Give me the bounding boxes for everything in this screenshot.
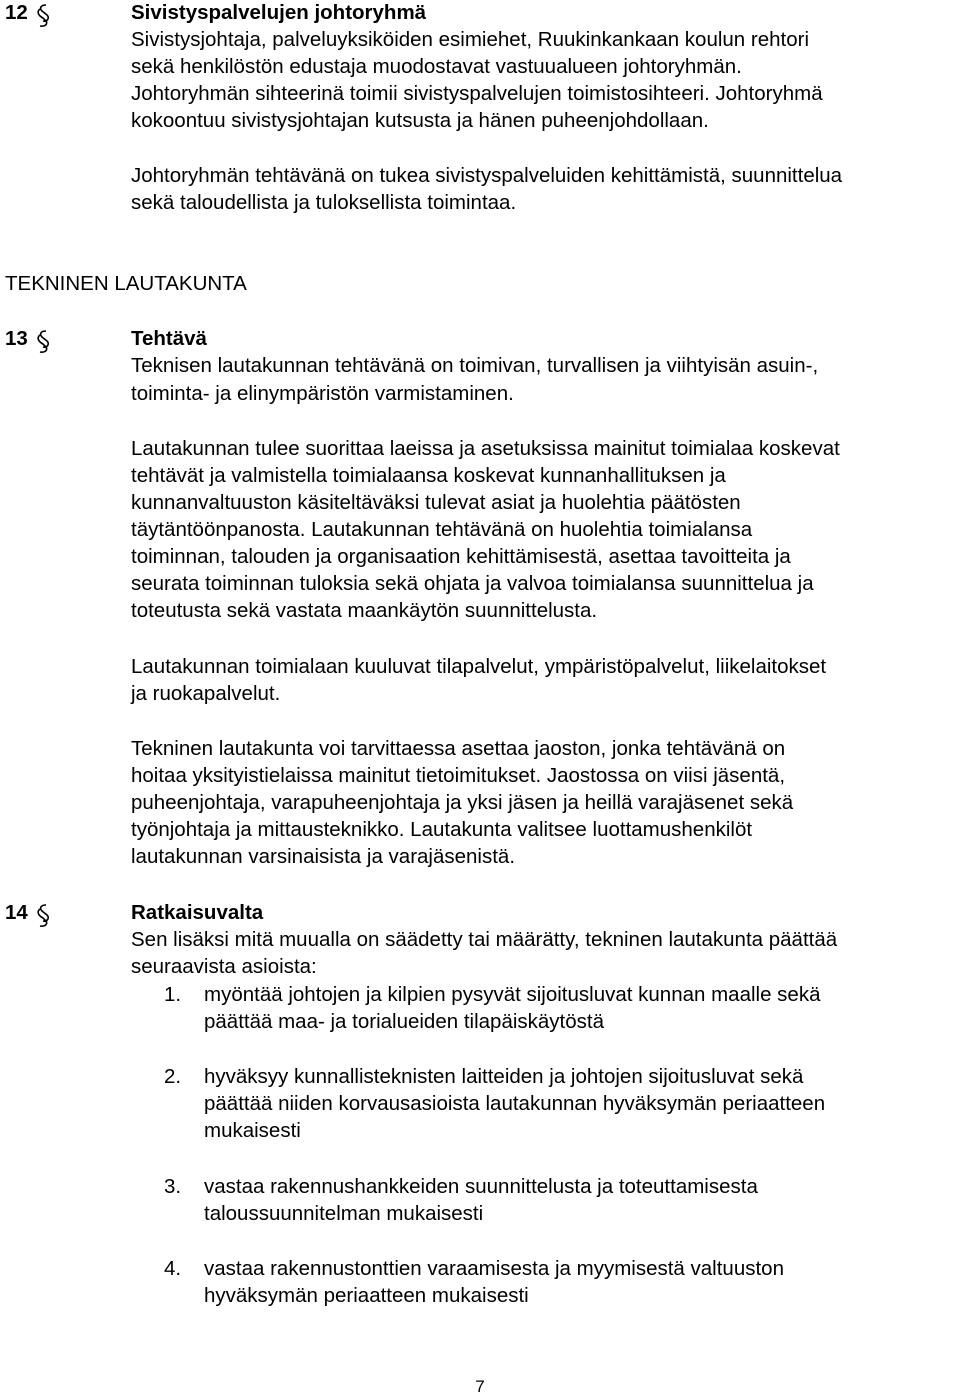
section-13-text-line: täytäntöönpanosta. Lautakunnan tehtävänä on huolehtia toimialansa (131, 518, 753, 541)
list-item-text: vastaa rakennushankkeiden suunnittelusta ja toteuttamisesta (204, 1175, 758, 1198)
list-item-text: vastaa rakennustonttien varaamisesta ja myymisestä valtuuston (204, 1257, 784, 1280)
list-item-text: hyväksymän periaatteen mukaisesti (204, 1284, 529, 1307)
list-item-text: taloussuunnitelman mukaisesti (204, 1202, 484, 1225)
section-13-text-line: seurata toiminnan tuloksia sekä ohjata ja valvoa toimialansa suunnittelua ja (131, 572, 814, 595)
section-14-title: Ratkaisuvalta (131, 901, 264, 924)
section-12-text-line: sekä henkilöstön edustaja muodostavat vastuualueen johtoryhmän. (131, 55, 742, 78)
list-item-text: mukaisesti (204, 1119, 301, 1142)
list-item-text: päättää niiden korvausasioista lautakunnan hyväksymän periaatteen (204, 1092, 826, 1115)
section-13-number: 13 (5, 327, 28, 350)
section-13-text-line: ja ruokapalvelut. (131, 682, 281, 705)
list-item-text: hyväksyy kunnallisteknisten laitteiden ja johtojen sijoitusluvat sekä (204, 1065, 804, 1088)
page-number: 7 (475, 1377, 485, 1396)
list-item-text: päättää maa- ja torialueiden tilapäiskäytöstä (204, 1010, 604, 1033)
section-13-title: Tehtävä (131, 327, 207, 350)
section-sign-icon (33, 2, 53, 29)
list-item-number: 4. (164, 1257, 182, 1280)
section-12-text-line: kokoontuu sivistysjohtajan kutsusta ja hänen puheenjohdollaan. (131, 109, 709, 132)
section-12-text-line: Johtoryhmän sihteerinä toimii sivistyspalvelujen toimistosihteeri. Johtoryhmä (131, 82, 823, 105)
list-item-number: 1. (164, 983, 182, 1006)
list-item-number: 2. (164, 1065, 182, 1088)
section-14-number: 14 (5, 901, 28, 924)
section-12-text-line: sekä taloudellista ja tuloksellista toimintaa. (131, 191, 517, 214)
section-13-text-line: työnjohtaja ja mittausteknikko. Lautakunta valitsee luottamushenkilöt (131, 818, 753, 841)
section-12-text-line: Johtoryhmän tehtävänä on tukea sivistyspalveluiden kehittämistä, suunnittelua (131, 164, 843, 187)
list-item-number: 3. (164, 1175, 182, 1198)
section-13-text-line: toteutusta sekä vastata maankäytön suunnittelusta. (131, 599, 598, 622)
section-12-title: Sivistyspalvelujen johtoryhmä (131, 1, 427, 24)
section-13-text-line: tehtävät ja valmistella toimialaansa koskevat kunnanhallituksen ja (131, 464, 726, 487)
section-14-text-line: seuraavista asioista: (131, 955, 317, 978)
heading-tekninen-lautakunta: TEKNINEN LAUTAKUNTA (5, 272, 247, 295)
section-13-text-line: hoitaa yksityistielaissa mainitut tietoimitukset. Jaostossa on viisi jäsentä, (131, 764, 786, 787)
section-13-text-line: puheenjohtaja, varapuheenjohtaja ja yksi jäsen ja heillä varajäsenet sekä (131, 791, 794, 814)
section-13-text-line: Tekninen lautakunta voi tarvittaessa asettaa jaoston, jonka tehtävänä on (131, 737, 786, 760)
section-13-text-line: Lautakunnan toimialaan kuuluvat tilapalvelut, ympäristöpalvelut, liikelaitokset (131, 655, 827, 678)
section-sign-icon (33, 328, 53, 355)
section-12-number: 12 (5, 1, 28, 24)
section-12-text-line: Sivistysjohtaja, palveluyksiköiden esimiehet, Ruukinkankaan koulun rehtori (131, 28, 810, 51)
section-13-text-line: lautakunnan varsinaisista ja varajäsenistä. (131, 845, 516, 868)
section-sign-icon (33, 902, 53, 929)
section-13-text-line: toiminta- ja elinympäristön varmistaminen. (131, 382, 514, 405)
section-14-text-line: Sen lisäksi mitä muualla on säädetty tai määrätty, tekninen lautakunta päättää (131, 928, 838, 951)
section-13-text-line: toiminnan, talouden ja organisaation kehittämisestä, asettaa tavoitteita ja (131, 545, 791, 568)
section-13-text-line: kunnanvaltuuston käsiteltäväksi tulevat asiat ja huolehtia päätösten (131, 491, 741, 514)
list-item-text: myöntää johtojen ja kilpien pysyvät sijoitusluvat kunnan maalle sekä (204, 983, 821, 1006)
section-13-text-line: Teknisen lautakunnan tehtävänä on toimivan, turvallisen ja viihtyisän asuin-, (131, 354, 819, 377)
section-13-text-line: Lautakunnan tulee suorittaa laeissa ja asetuksissa mainitut toimialaa koskevat (131, 437, 840, 460)
